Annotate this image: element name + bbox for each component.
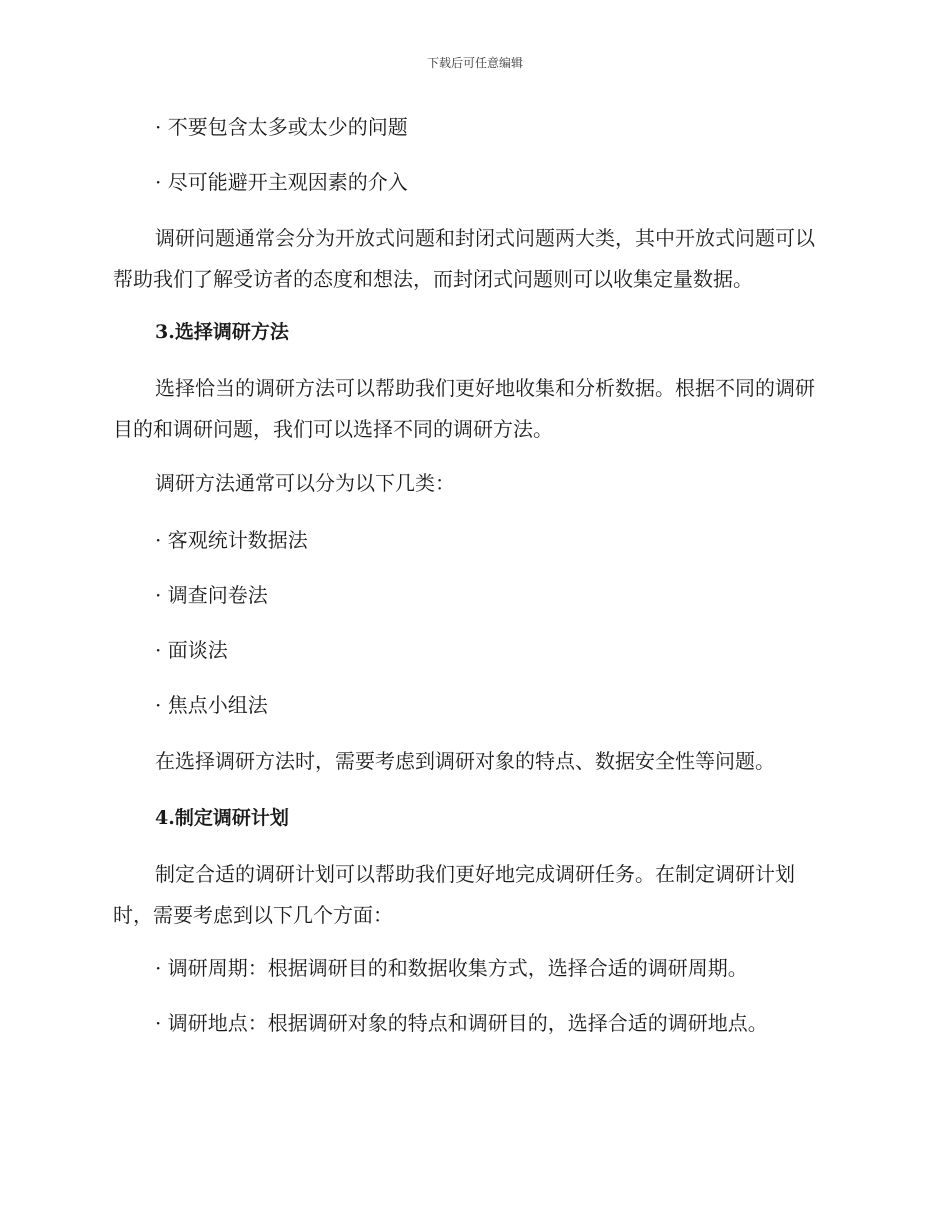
paragraph: 调研问题通常会分为开放式问题和封闭式问题两大类，其中开放式问题可以帮助我们了解受访者的态度和想法，而封闭式问题则可以收集定量数据。: [113, 226, 815, 291]
bullet-item: · 不要包含太多或太少的问题: [155, 115, 408, 139]
section-heading: 3.选择调研方法: [155, 321, 289, 343]
paragraph: 调研方法通常可以分为以下几类：: [155, 471, 455, 495]
page-header: 下载后可任意编辑: [426, 56, 523, 70]
bullet-item: · 焦点小组法: [155, 693, 268, 717]
paragraph: 制定合适的调研计划可以帮助我们更好地完成调研任务。在制定调研计划时，需要考虑到以下几个方面：: [113, 862, 795, 927]
document-body: [113, 108, 833, 1059]
bullet-item: · 尽可能避开主观因素的介入: [155, 170, 408, 194]
bullet-item: · 客观统计数据法: [155, 528, 308, 552]
bullet-item: · 面谈法: [155, 638, 228, 662]
bullet-item: · 调查问卷法: [155, 583, 268, 607]
paragraph: 在选择调研方法时，需要考虑到调研对象的特点、数据安全性等问题。: [155, 749, 775, 773]
section-heading: 4.制定调研计划: [155, 807, 289, 829]
bullet-item: · 调研周期：根据调研目的和数据收集方式，选择合适的调研周期。: [155, 956, 748, 980]
bullet-item: · 调研地点：根据调研对象的特点和调研目的，选择合适的调研地点。: [155, 1011, 768, 1035]
paragraph: 选择恰当的调研方法可以帮助我们更好地收集和分析数据。根据不同的调研目的和调研问题，我们可以选择不同的调研方法。: [113, 376, 815, 441]
